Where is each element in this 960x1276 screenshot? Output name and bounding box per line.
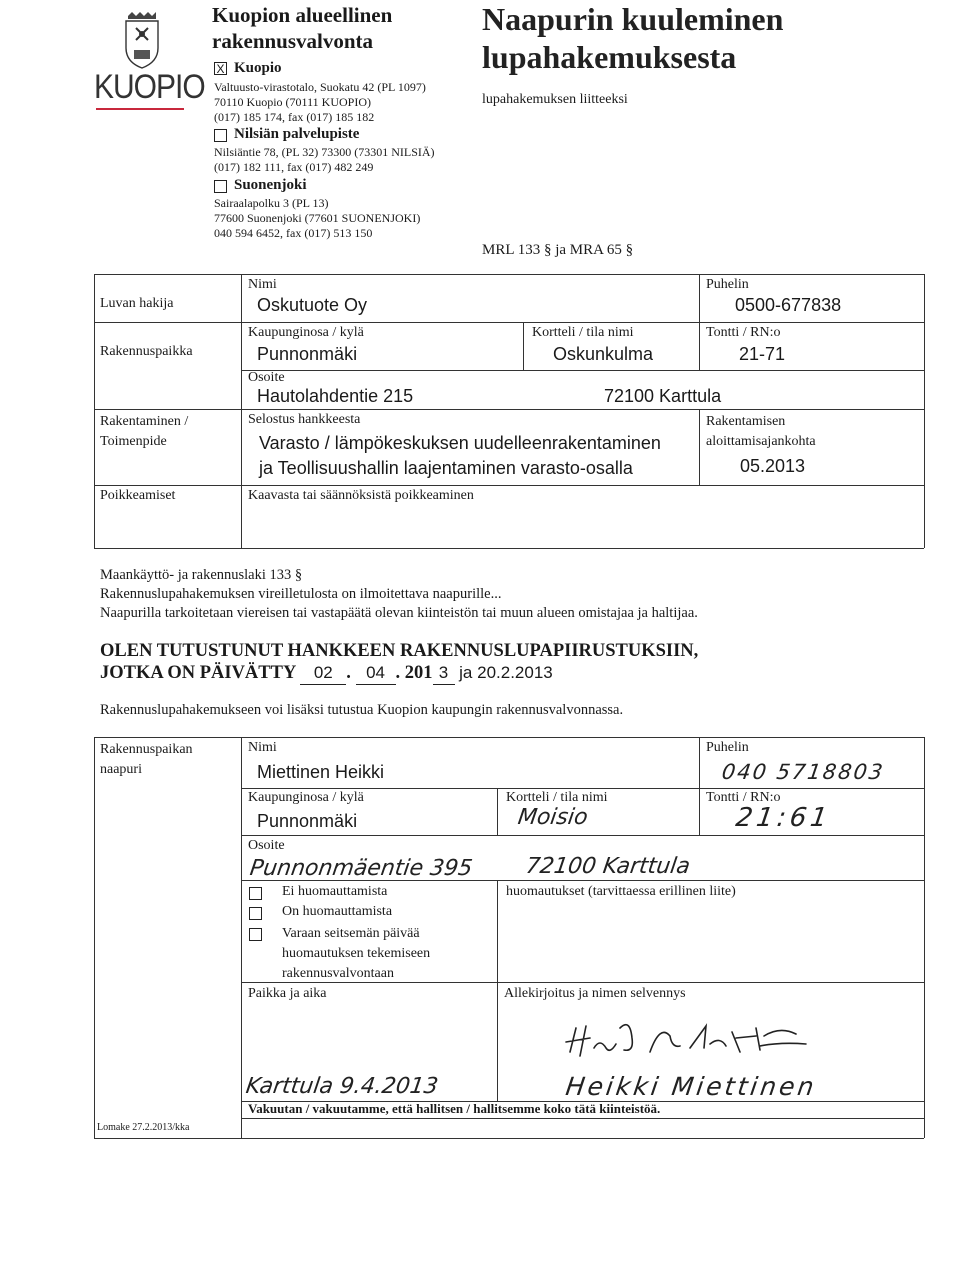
applicant-name-label: Nimi	[248, 277, 277, 292]
project-start-value: 05.2013	[740, 456, 806, 476]
form-id: Lomake 27.2.2013/kka	[97, 1122, 190, 1133]
neighbor-district-value: Punnonmäki	[257, 811, 358, 831]
applicant-phone-value: 0500-677838	[735, 295, 842, 315]
office-suonenjoki-details	[214, 196, 420, 241]
remarks-area[interactable]	[500, 905, 920, 979]
notice-line4: Rakennuslupahakemukseen voi lisäksi tutustua Kuopion kaupungin rakennusvalvonnassa.	[100, 702, 624, 718]
no-remarks-checkbox[interactable]	[249, 887, 262, 900]
neighbor-district-label: Kaupunginosa / kylä	[248, 790, 364, 805]
site-district-value: Punnonmäki	[257, 344, 358, 364]
office-kuopio-details	[214, 80, 426, 125]
office-detail-line: Valtuusto-virastotalo, Suokatu 42 (PL 1097)	[214, 80, 426, 94]
signature-label: Allekirjoitus ja nimen selvennys	[504, 986, 686, 1001]
place-time-label: Paikka ja aika	[248, 986, 327, 1001]
notice-date-prefix: JOTKA ON PÄIVÄTTY	[100, 663, 296, 683]
office-nilsia-checkbox[interactable]	[214, 129, 227, 142]
law-reference: MRL 133 § ja MRA 65 §	[482, 242, 634, 258]
office-detail-line: 77600 Suonenjoki (77601 SUONENJOKI)	[214, 211, 421, 225]
reserve-seven-days-label: Varaan seitsemän päivää huomautuksen tekemiseen rakennusvalvontaan	[282, 926, 431, 981]
site-address-value: Hautolahdentie 215	[257, 386, 414, 406]
deviation-text: Kaavasta tai säännöksistä poikkeaminen	[248, 488, 474, 503]
neighbor-postal-value: 72100 Karttula	[524, 854, 692, 879]
project-desc-line2: ja Teollisuushallin laajentaminen varasto-osalla	[259, 458, 633, 478]
neighbor-address-label: Osoite	[248, 838, 285, 853]
neighbor-lot-value: 21:61	[733, 803, 834, 833]
reserve-seven-days-checkbox[interactable]	[249, 928, 262, 941]
project-desc-label: Selostus hankkeesta	[248, 412, 361, 427]
office-title-line2: rakennusvalvonta	[212, 29, 374, 53]
page-title-line1: Naapurin kuuleminen	[482, 1, 784, 37]
neighbor-block-label: Kortteli / tila nimi	[506, 790, 608, 805]
neighbor-address-value: Punnonmäentie 395	[248, 856, 474, 881]
site-lot-label: Tontti / RN:o	[706, 325, 781, 340]
logo-underline	[96, 108, 184, 110]
place-time-value: Karttula 9.4.2013	[244, 1074, 440, 1099]
declaration-text: Vakuutan / vakuutamme, että hallitsen / hallitsemme koko tätä kiinteistöä.	[248, 1101, 661, 1116]
site-district-label: Kaupunginosa / kylä	[248, 325, 364, 340]
neighbor-row-label	[100, 740, 193, 780]
site-lot-value: 21-71	[739, 344, 786, 364]
office-suonenjoki-checkbox[interactable]	[214, 180, 227, 193]
project-start-label-line1: Rakentamisen	[706, 414, 786, 429]
logo-text: KUOPIO	[94, 68, 205, 106]
deviation-row-label: Poikkeamiset	[100, 488, 176, 503]
project-desc-line1: Varasto / lämpökeskuksen uudelleenrakentaminen	[259, 433, 661, 453]
site-block-value: Oskunkulma	[553, 344, 654, 364]
name-clarification: Heikki Miettinen	[563, 1072, 819, 1101]
neighbor-name-label: Nimi	[248, 740, 277, 755]
kuopio-logo	[92, 10, 205, 106]
neighbor-block-value: Moisio	[516, 805, 590, 830]
page-subtitle: lupahakemuksen liitteeksi	[482, 92, 628, 107]
page-title	[482, 0, 783, 76]
neighbor-lot-label: Tontti / RN:o	[706, 790, 781, 805]
office-detail-line: Sairaalapolku 3 (PL 13)	[214, 196, 329, 210]
notice-bold-line1: OLEN TUTUSTUNUT HANKKEEN RAKENNUSLUPAPIIRUSTUKSIIN,	[100, 641, 699, 661]
office-detail-line: (017) 182 111, fax (017) 482 249	[214, 160, 374, 174]
signature-icon	[560, 1018, 820, 1068]
office-detail-line: Nilsiäntie 78, (PL 32) 73300 (73301 NILSIÄ)	[214, 145, 435, 159]
applicant-phone-label: Puhelin	[706, 277, 749, 292]
notice-date-extra: ja 20.2.2013	[459, 663, 553, 682]
neighbor-phone-value: 040 5718803	[720, 760, 886, 784]
site-block-label: Kortteli / tila nimi	[532, 325, 634, 340]
office-suonenjoki-name: Suonenjoki	[234, 177, 307, 193]
office-kuopio-name: Kuopio	[234, 60, 282, 76]
project-row-label-line1: Rakentaminen /	[100, 414, 189, 429]
site-postal-value: 72100 Karttula	[604, 386, 722, 406]
coat-of-arms-icon	[92, 10, 192, 72]
applicant-row-label: Luvan hakija	[100, 296, 174, 311]
site-address-label: Osoite	[248, 370, 285, 385]
notice-line3: Naapurilla tarkoitetaan viereisen tai vastapäätä olevan kiinteistön tai muun alueen omistajaa ja haltijaa.	[100, 605, 698, 621]
project-start-label-line2: aloittamisajankohta	[706, 434, 816, 449]
notice-date-month: 04	[356, 662, 396, 685]
neighbor-phone-label: Puhelin	[706, 740, 749, 755]
project-start-label	[706, 412, 816, 452]
neighbor-name-value: Miettinen Heikki	[257, 762, 385, 782]
notice-date-sep: . 201	[395, 663, 433, 683]
notice-bold	[100, 640, 698, 685]
office-nilsia-details	[214, 145, 435, 175]
project-desc-value	[259, 431, 661, 481]
site-row-label: Rakennuspaikka	[100, 344, 193, 359]
office-detail-line: (017) 185 174, fax (017) 185 182	[214, 110, 375, 124]
notice-date-day: 02	[300, 662, 346, 685]
notice-line2: Rakennuslupahakemuksen vireilletulosta on ilmoitettava naapurille...	[100, 586, 502, 602]
project-row-label-line2: Toimenpide	[100, 434, 167, 449]
office-title	[212, 2, 392, 54]
office-kuopio-checkbox[interactable]: X	[214, 62, 227, 75]
office-title-line1: Kuopion alueellinen	[212, 3, 393, 27]
office-detail-line: 70110 Kuopio (70111 KUOPIO)	[214, 95, 371, 109]
notice-line1: Maankäyttö- ja rakennuslaki 133 §	[100, 567, 303, 583]
notice-date-sep: .	[346, 663, 351, 683]
office-nilsia-name: Nilsiän palvelupiste	[234, 126, 360, 142]
neighbor-row-label-line2: naapuri	[100, 762, 142, 777]
office-detail-line: 040 594 6452, fax (017) 513 150	[214, 226, 373, 240]
remarks-label: huomautukset (tarvittaessa erillinen liite)	[506, 884, 736, 899]
neighbor-row-label-line1: Rakennuspaikan	[100, 742, 193, 757]
applicant-name-value: Oskutuote Oy	[257, 295, 368, 315]
has-remarks-label: On huomauttamista	[282, 904, 393, 919]
has-remarks-checkbox[interactable]	[249, 907, 262, 920]
no-remarks-label: Ei huomauttamista	[282, 884, 388, 899]
notice-bold-line2	[100, 662, 698, 685]
notice-date-year-digit: 3	[433, 662, 455, 685]
notice-text	[100, 566, 698, 623]
page-title-line2: lupahakemuksesta	[482, 39, 737, 75]
project-row-label	[100, 412, 188, 452]
